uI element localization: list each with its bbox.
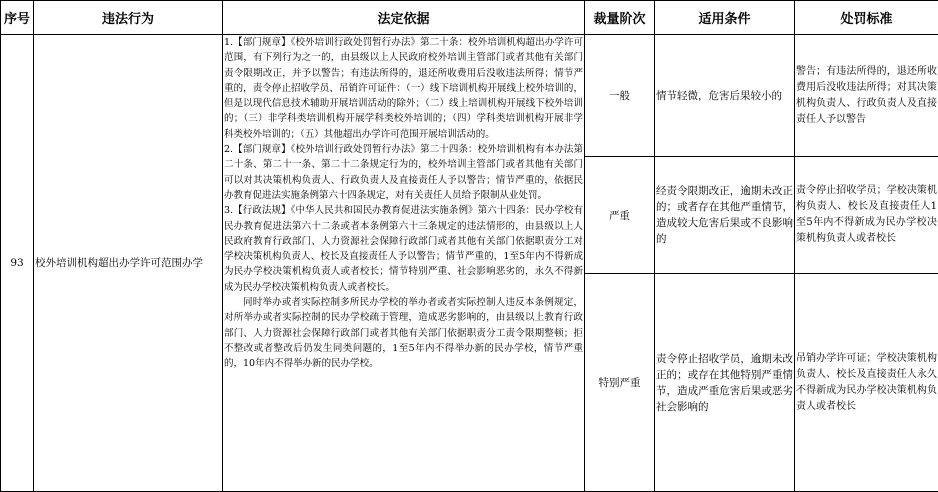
condition-serious: 经责令限期改正，逾期未改正的；或者存在其他严重情节，造成较大危害后果或不良影响的: [655, 157, 795, 274]
basis-paragraph-1: 1.【部门规章】《校外培训行政处罚暂行办法》第二十条：校外培训机构超出办学许可范围，有下列行为之一的，由县级以上人民政府校外培训主管部门或者其他有关部门责令限期改正，并予以警告；有违法所得的，退还所收费用后没收违法所得；情节严重的，责令停止招收学员、吊销许可证件：（一）线下培训机构开展线上校外培训的，但是以现代信息技术辅助开展培训活动的除外；（二）线上培训机构开展线下校外培训的；（三）非学科类培训机构开展学科类校外培训的；（四）学科类培训机构开展非学科类校外培训的；（五）其他超出办学许可范围开展培训活动的。: [224, 37, 583, 140]
header-seq: 序号: [1, 1, 34, 35]
basis-paragraph-4: 同时举办或者实际控制多所民办学校的举办者或者实际控制人违反本条例规定，对所举办或者实际控制的民办学校疏于管理，造成恶劣影响的，由县级以上教育行政部门、人力资源社会保障行政部门或者其他有关部门依据职责分工责令限期整顿；拒不整改或者整改后仍发生同类问题的，1至5年内不得举办新的民办学校，情节严重的，10年内不得举办新的民办学校。: [224, 297, 583, 370]
penalty-serious: 责令停止招收学员；学校决策机构负责人、校长及直接责任人1至5年内不得新成为民办学校决策机构负责人或者校长: [795, 157, 938, 274]
table-row: [1, 35, 938, 157]
header-basis: 法定依据: [223, 1, 585, 35]
header-row: [1, 1, 938, 35]
level-very-serious: 特别严重: [585, 274, 655, 492]
condition-general: 情节轻微，危害后果较小的: [655, 35, 795, 157]
header-action: 违法行为: [34, 1, 223, 35]
header-condition: 适用条件: [655, 1, 795, 35]
basis-paragraph-2: 2.【部门规章】《校外培训行政处罚暂行办法》第二十四条：校外培训机构有本办法第二十条、第二十一条、第二十二条规定行为的，校外培训主管部门或者其他有关部门可以对其决策机构负责人、行政负责人及直接责任人予以警告；情节严重的，依据民办教育促进法实施条例第六十四条规定，对有关责任人员给予限制从业处罚。: [224, 144, 583, 201]
row-action: 校外培训机构超出办学许可范围办学: [34, 35, 223, 492]
penalty-very-serious: 吊销办学许可证；学校决策机构负责人、校长及直接责任人永久不得新成为民办学校决策机构负责人或者校长: [795, 274, 938, 492]
penalty-general: 警告；有违法所得的，退还所收费用后没收违法所得；对其决策机构负责人、行政负责人及直接责任人予以警告: [795, 35, 938, 157]
header-penalty: 处罚标准: [795, 1, 938, 35]
level-serious: 严重: [585, 157, 655, 274]
row-seq: 93: [1, 35, 34, 492]
legal-basis-cell: [223, 35, 585, 492]
basis-paragraph-3: 3.【行政法规】《中华人民共和国民办教育促进法实施条例》第六十四条：民办学校有民办教育促进法第六十二条或者本条例第六十三条规定的违法情形的，由县级以上人民政府教育行政部门、人力资源社会保障行政部门或者其他有关部门依据职责分工对学校决策机构负责人、校长及直接责任人予以警告；情节严重的，1至5年内不得新成为民办学校决策机构负责人或者校长；情节特别严重、社会影响恶劣的，永久不得新成为民办学校决策机构负责人或者校长。: [224, 205, 583, 293]
header-level: 裁量阶次: [585, 1, 655, 35]
condition-very-serious: 责令停止招收学员，逾期未改正的；或存在其他特别严重情节，造成严重危害后果或恶劣社会影响的: [655, 274, 795, 492]
level-general: 一般: [585, 35, 655, 157]
